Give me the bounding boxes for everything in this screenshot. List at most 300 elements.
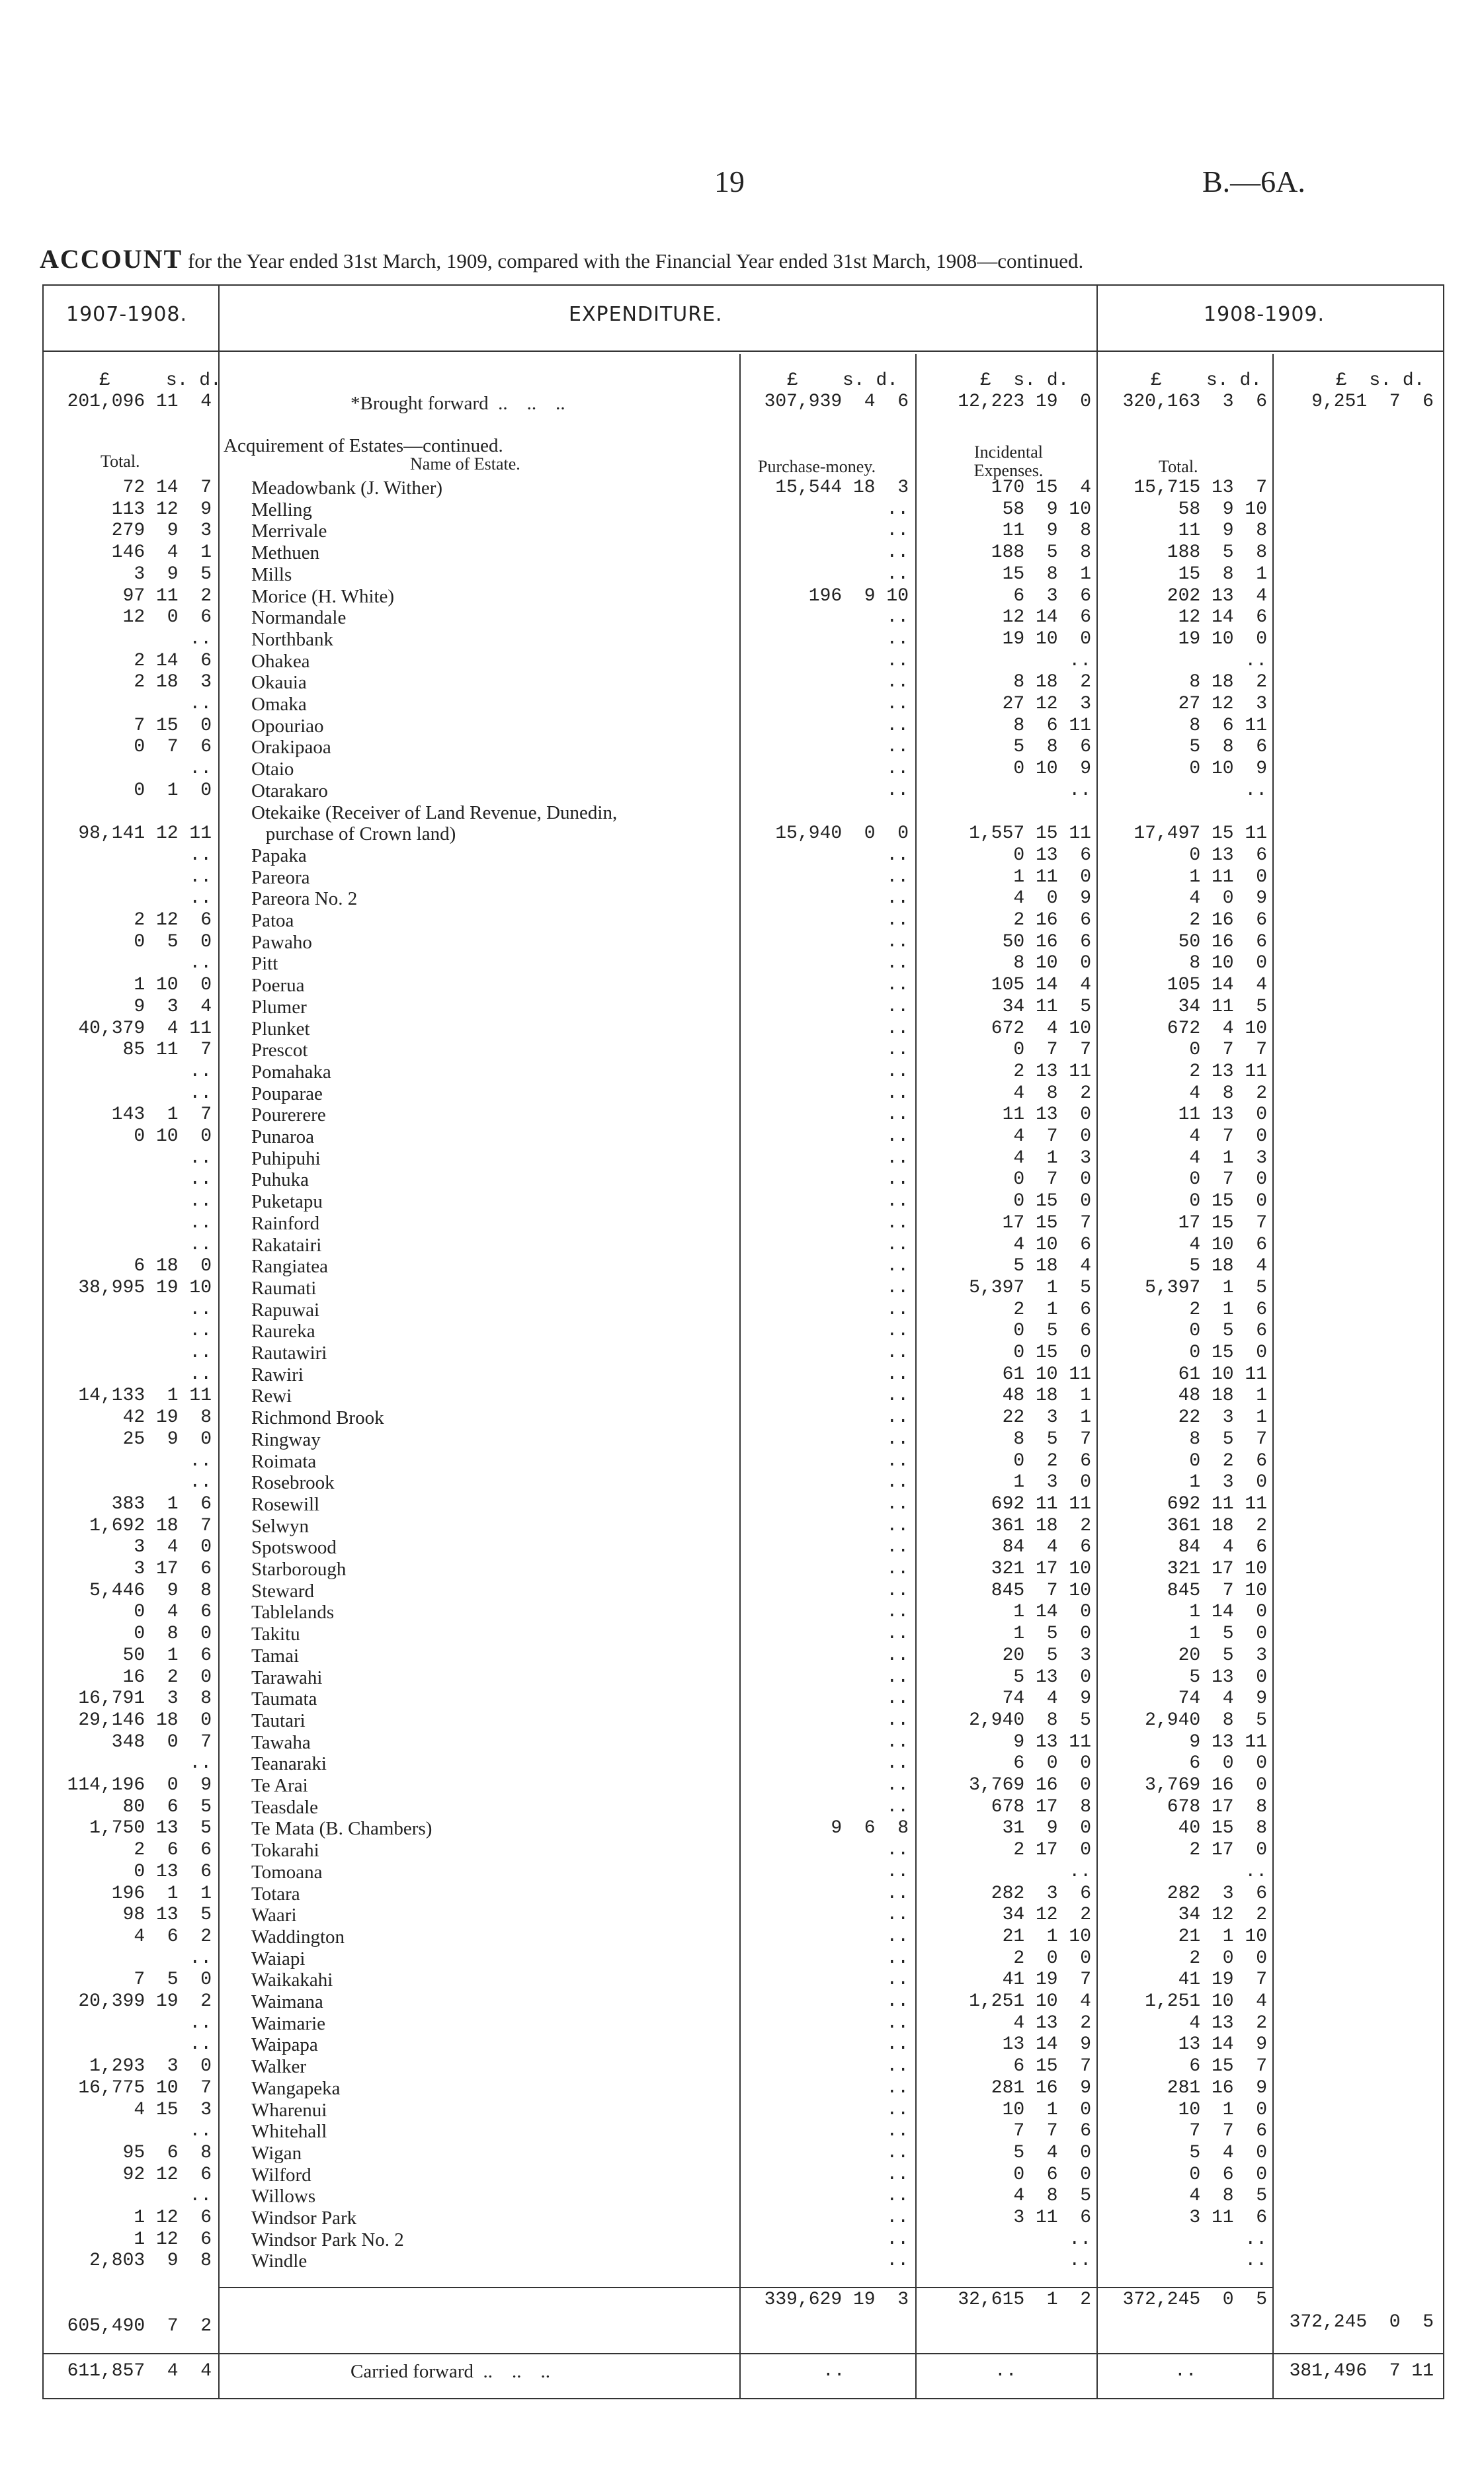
row-purchase: .. xyxy=(886,1169,909,1190)
row-incidental: 19 10 0 xyxy=(1002,629,1091,649)
row-c1907: 7 5 0 xyxy=(134,1969,212,1990)
row-total: 0 7 0 xyxy=(1189,1169,1267,1190)
row-purchase: .. xyxy=(886,932,909,952)
row-total: 4 13 2 xyxy=(1189,2013,1267,2034)
row-incidental: 1 14 0 xyxy=(1013,1602,1091,1622)
row-estate-name: Rewi xyxy=(251,1385,292,1407)
row-purchase: .. xyxy=(886,1364,909,1385)
units-incidental: £ s. d. xyxy=(980,370,1069,391)
row-total: 0 6 0 xyxy=(1189,2165,1267,2185)
row-purchase: .. xyxy=(886,1494,909,1514)
row-total: 19 10 0 xyxy=(1178,629,1267,649)
row-c1907: 12 0 6 xyxy=(122,607,212,628)
row-estate-name: Totara xyxy=(251,1883,300,1905)
row-incidental: 11 9 8 xyxy=(1002,520,1091,541)
bf-incidental: 12,223 19 0 xyxy=(958,392,1091,412)
row-c1907: .. xyxy=(189,1191,212,1212)
row-incidental: 7 7 6 xyxy=(1013,2121,1091,2141)
row-incidental: 6 3 6 xyxy=(1013,586,1091,606)
bf-label: *Brought forward .. .. .. xyxy=(350,393,565,414)
row-c1907: 38,995 19 10 xyxy=(78,1278,212,1298)
row-purchase: .. xyxy=(886,1537,909,1557)
sum-extra: 372,245 0 5 xyxy=(1289,2312,1434,2332)
row-estate-name: Whitehall xyxy=(251,2121,327,2142)
row-total: .. xyxy=(1245,651,1267,671)
row-c1907: 0 1 0 xyxy=(134,780,212,801)
row-purchase: .. xyxy=(886,694,909,714)
rule-totals-top xyxy=(218,2287,1272,2288)
row-incidental: 282 3 6 xyxy=(991,1883,1091,1904)
row-c1907: 0 5 0 xyxy=(134,932,212,952)
units-total: £ s. d. xyxy=(1151,370,1262,391)
cf-extra: 381,496 7 11 xyxy=(1289,2361,1434,2381)
row-total: 4 7 0 xyxy=(1189,1126,1267,1147)
row-estate-name: Ringway xyxy=(251,1429,321,1450)
row-incidental: 1 3 0 xyxy=(1013,1472,1091,1493)
row-purchase: .. xyxy=(886,2121,909,2141)
row-c1907: 4 15 3 xyxy=(134,2100,212,2120)
cf-1907: 611,857 4 4 xyxy=(67,2361,212,2381)
sum-1907: 605,490 7 2 xyxy=(67,2316,212,2336)
row-purchase: .. xyxy=(886,1559,909,1579)
row-incidental: 12 14 6 xyxy=(1002,607,1091,628)
row-c1907: 3 17 6 xyxy=(134,1559,212,1579)
row-c1907: .. xyxy=(189,1364,212,1385)
row-purchase: .. xyxy=(886,629,909,649)
row-total: 0 10 9 xyxy=(1189,759,1267,779)
row-purchase: .. xyxy=(886,1732,909,1753)
row-c1907: 5,446 9 8 xyxy=(89,1581,212,1601)
row-estate-name: Morice (H. White) xyxy=(251,586,395,607)
row-total: .. xyxy=(1245,2250,1267,2271)
row-estate-name: Spotswood xyxy=(251,1537,337,1558)
row-c1907: .. xyxy=(189,953,212,973)
row-c1907: 348 0 7 xyxy=(111,1732,212,1753)
row-total: 12 14 6 xyxy=(1178,607,1267,628)
row-purchase: .. xyxy=(886,1775,909,1795)
row-total: 3,769 16 0 xyxy=(1145,1775,1267,1795)
row-estate-name: Pourerere xyxy=(251,1104,326,1126)
row-estate-name: Opouriao xyxy=(251,716,324,737)
row-c1907: 0 10 0 xyxy=(134,1126,212,1147)
row-c1907: 16,791 3 8 xyxy=(78,1688,212,1709)
row-total: 5,397 1 5 xyxy=(1145,1278,1267,1298)
row-estate-name: Tautari xyxy=(251,1710,306,1731)
row-incidental: 105 14 4 xyxy=(991,975,1091,995)
row-estate-name: Rakatairi xyxy=(251,1235,322,1256)
sum-incidental: 32,615 1 2 xyxy=(958,2290,1091,2310)
row-c1907: .. xyxy=(189,2034,212,2055)
row-incidental: 188 5 8 xyxy=(991,542,1091,563)
row-estate-name: Pomahaka xyxy=(251,1061,331,1083)
row-total: 8 6 11 xyxy=(1189,716,1267,736)
row-purchase: .. xyxy=(886,1969,909,1990)
row-c1907: 279 9 3 xyxy=(111,520,212,541)
row-purchase: .. xyxy=(886,1040,909,1060)
header-1907: 1907-1908. xyxy=(66,303,188,326)
row-incidental: .. xyxy=(1069,2250,1091,2271)
row-c1907: 114,196 0 9 xyxy=(67,1775,212,1795)
row-estate-name: Tablelands xyxy=(251,1602,335,1623)
row-total: 2,940 8 5 xyxy=(1145,1710,1267,1731)
row-purchase: .. xyxy=(886,845,909,866)
row-c1907: 25 9 0 xyxy=(122,1429,212,1450)
row-incidental: 8 18 2 xyxy=(1013,672,1091,692)
row-c1907: .. xyxy=(189,2186,212,2206)
row-c1907: 98,141 12 11 xyxy=(78,823,212,844)
row-total: 74 4 9 xyxy=(1178,1688,1267,1709)
row-estate-name: Puhuka xyxy=(251,1169,309,1190)
row-c1907: .. xyxy=(189,1948,212,1969)
row-c1907: 98 13 5 xyxy=(122,1905,212,1925)
row-c1907: 72 14 7 xyxy=(122,477,212,498)
row-estate-name: Pouparae xyxy=(251,1083,323,1104)
row-purchase: .. xyxy=(886,1451,909,1471)
row-c1907: .. xyxy=(189,1342,212,1363)
row-c1907: 1,692 18 7 xyxy=(89,1516,212,1536)
row-purchase: .. xyxy=(886,975,909,995)
row-estate-name: Tawaha xyxy=(251,1732,311,1753)
row-estate-name: Wangapeka xyxy=(251,2078,341,2099)
row-c1907: 9 3 4 xyxy=(134,997,212,1017)
row-incidental: 84 4 6 xyxy=(1002,1537,1091,1557)
row-purchase: .. xyxy=(886,2229,909,2250)
row-incidental: 15 8 1 xyxy=(1002,564,1091,585)
row-incidental: 0 2 6 xyxy=(1013,1451,1091,1471)
row-incidental: 692 11 11 xyxy=(991,1494,1091,1514)
sub-total-1907: Total. xyxy=(101,452,140,471)
sub-incidental: Incidental Expenses. xyxy=(973,442,1044,480)
row-incidental: 8 6 11 xyxy=(1013,716,1091,736)
row-estate-name: Starborough xyxy=(251,1559,347,1580)
row-total: 4 8 5 xyxy=(1189,2186,1267,2206)
unit-pence: d. xyxy=(199,370,222,391)
row-total: 15 8 1 xyxy=(1178,564,1267,585)
row-c1907: 40,379 4 11 xyxy=(78,1018,212,1039)
row-incidental: 27 12 3 xyxy=(1002,694,1091,714)
row-purchase: .. xyxy=(886,1278,909,1298)
row-c1907: .. xyxy=(189,1148,212,1169)
row-incidental: 8 10 0 xyxy=(1013,953,1091,973)
row-incidental: 21 1 10 xyxy=(1002,1926,1091,1947)
row-c1907: 383 1 6 xyxy=(111,1494,212,1514)
row-c1907: 95 6 8 xyxy=(122,2143,212,2163)
units-extra: £ s. d. xyxy=(1336,370,1425,391)
row-purchase: .. xyxy=(886,2100,909,2120)
row-c1907: 1 12 6 xyxy=(134,2208,212,2228)
row-estate-name: Prescot xyxy=(251,1040,308,1061)
row-c1907: 4 6 2 xyxy=(134,1926,212,1947)
row-incidental: 3,769 16 0 xyxy=(969,1775,1091,1795)
row-purchase: .. xyxy=(886,1862,909,1882)
row-total: 0 7 7 xyxy=(1189,1040,1267,1060)
rule-extra-left xyxy=(1272,354,1274,2399)
row-purchase: .. xyxy=(886,2078,909,2098)
row-incidental: 0 6 0 xyxy=(1013,2165,1091,2185)
row-c1907: 0 8 0 xyxy=(134,1624,212,1644)
bf-1907: 201,096 11 4 xyxy=(67,392,212,412)
row-purchase: .. xyxy=(886,2143,909,2163)
row-c1907: .. xyxy=(189,867,212,887)
row-c1907: .. xyxy=(189,888,212,909)
row-incidental: 1 5 0 xyxy=(1013,1624,1091,1644)
row-purchase: .. xyxy=(886,2186,909,2206)
row-incidental: 0 13 6 xyxy=(1013,845,1091,866)
row-incidental: 8 5 7 xyxy=(1013,1429,1091,1450)
row-estate-name: Ohakea xyxy=(251,651,310,672)
row-purchase: .. xyxy=(886,716,909,736)
row-total: 5 8 6 xyxy=(1189,737,1267,757)
row-incidental: 0 15 0 xyxy=(1013,1342,1091,1363)
row-total: 10 1 0 xyxy=(1178,2100,1267,2120)
row-purchase: .. xyxy=(886,1991,909,2012)
row-estate-name: Otaio xyxy=(251,759,294,780)
row-incidental: .. xyxy=(1069,2229,1091,2250)
row-total: 9 13 11 xyxy=(1189,1732,1267,1753)
row-total: 361 18 2 xyxy=(1167,1516,1267,1536)
row-incidental: 34 12 2 xyxy=(1002,1905,1091,1925)
page-number: 19 xyxy=(714,165,745,198)
units-1907 xyxy=(99,370,222,392)
row-total: 678 17 8 xyxy=(1167,1797,1267,1817)
row-c1907: 50 1 6 xyxy=(122,1645,212,1666)
row-estate-name: Otarakaro xyxy=(251,780,328,802)
row-estate-name: Richmond Brook xyxy=(251,1407,384,1428)
row-total: 7 7 6 xyxy=(1189,2121,1267,2141)
row-c1907: 0 13 6 xyxy=(134,1862,212,1882)
row-c1907: .. xyxy=(189,845,212,866)
row-estate-name: Roimata xyxy=(251,1451,317,1472)
row-estate-name: Tarawahi xyxy=(251,1667,323,1688)
row-c1907: 143 1 7 xyxy=(111,1104,212,1125)
row-c1907: .. xyxy=(189,759,212,779)
sum-total: 372,245 0 5 xyxy=(1122,2290,1267,2310)
row-c1907: 7 15 0 xyxy=(134,716,212,736)
row-c1907: 1 12 6 xyxy=(134,2229,212,2250)
row-estate-name: Patoa xyxy=(251,910,294,931)
row-purchase: .. xyxy=(886,1602,909,1622)
row-c1907: 0 4 6 xyxy=(134,1602,212,1622)
row-estate-name: Rosewill xyxy=(251,1494,320,1515)
row-incidental: 5 4 0 xyxy=(1013,2143,1091,2163)
row-purchase: 9 6 8 xyxy=(831,1818,909,1838)
row-purchase: 15,544 18 3 xyxy=(775,477,909,498)
row-incidental: 0 7 7 xyxy=(1013,1040,1091,1060)
row-purchase: .. xyxy=(886,1083,909,1104)
row-estate-name: Methuen xyxy=(251,542,320,563)
row-purchase: .. xyxy=(886,1407,909,1428)
row-total: 1 14 0 xyxy=(1189,1602,1267,1622)
row-c1907: 2 18 3 xyxy=(134,672,212,692)
row-purchase: .. xyxy=(886,520,909,541)
row-incidental: 58 9 10 xyxy=(1002,499,1091,520)
row-total: 40 15 8 xyxy=(1178,1818,1267,1838)
row-incidental: 11 13 0 xyxy=(1002,1104,1091,1125)
row-total: 0 2 6 xyxy=(1189,1451,1267,1471)
row-total: 50 16 6 xyxy=(1178,932,1267,952)
row-total: 21 1 10 xyxy=(1178,1926,1267,1947)
bf-total: 320,163 3 6 xyxy=(1122,392,1267,412)
row-total: .. xyxy=(1245,2229,1267,2250)
rule-total-left xyxy=(1096,284,1098,2399)
row-incidental: .. xyxy=(1069,780,1091,801)
row-purchase: .. xyxy=(886,2034,909,2055)
row-total: 8 10 0 xyxy=(1189,953,1267,973)
row-estate-name: Windsor Park No. 2 xyxy=(251,2229,404,2250)
row-incidental: .. xyxy=(1069,651,1091,671)
cf-purchase: .. xyxy=(823,2361,845,2381)
row-total: 11 9 8 xyxy=(1178,520,1267,541)
row-incidental: 281 16 9 xyxy=(991,2078,1091,2098)
row-incidental: 10 1 0 xyxy=(1002,2100,1091,2120)
row-estate-name: Pitt xyxy=(251,953,278,974)
row-total: 0 13 6 xyxy=(1189,845,1267,866)
row-purchase: .. xyxy=(886,2056,909,2077)
row-c1907: .. xyxy=(189,1451,212,1471)
row-purchase: .. xyxy=(886,1126,909,1147)
row-purchase: .. xyxy=(886,1385,909,1406)
row-estate-name: Okauia xyxy=(251,672,307,693)
row-total: 2 0 0 xyxy=(1189,1948,1267,1969)
row-purchase: .. xyxy=(886,1840,909,1860)
row-c1907: 29,146 18 0 xyxy=(78,1710,212,1731)
row-c1907: 16 2 0 xyxy=(122,1667,212,1688)
row-c1907: .. xyxy=(189,1753,212,1774)
row-total: 845 7 10 xyxy=(1167,1581,1267,1601)
row-estate-name: Pareora xyxy=(251,867,310,888)
row-incidental: 4 8 2 xyxy=(1013,1083,1091,1104)
row-estate-name: purchase of Crown land) xyxy=(251,823,456,845)
row-purchase: .. xyxy=(886,1321,909,1341)
account-heading-bold: ACCOUNT xyxy=(40,244,183,274)
row-purchase: .. xyxy=(886,780,909,801)
row-c1907: 1,750 13 5 xyxy=(89,1818,212,1838)
row-incidental: 5 13 0 xyxy=(1013,1667,1091,1688)
row-purchase: .. xyxy=(886,2013,909,2034)
row-incidental: 2,940 8 5 xyxy=(969,1710,1091,1731)
row-total: 4 10 6 xyxy=(1189,1235,1267,1255)
bf-extra: 9,251 7 6 xyxy=(1311,392,1434,412)
row-purchase: .. xyxy=(886,499,909,520)
row-incidental: 1 11 0 xyxy=(1013,867,1091,887)
row-purchase: .. xyxy=(886,1667,909,1688)
row-estate-name: Teanaraki xyxy=(251,1753,327,1774)
row-c1907: 2 12 6 xyxy=(134,910,212,930)
rule-purchase-left xyxy=(739,354,741,2399)
row-total: 3 11 6 xyxy=(1189,2208,1267,2228)
row-estate-name: Otekaike (Receiver of Land Revenue, Dunedin, xyxy=(251,802,618,823)
row-total: 84 4 6 xyxy=(1178,1537,1267,1557)
row-purchase: .. xyxy=(886,1472,909,1493)
row-c1907: .. xyxy=(189,1213,212,1233)
row-incidental: 6 15 7 xyxy=(1013,2056,1091,2077)
row-purchase: .. xyxy=(886,1342,909,1363)
section-title: Acquirement of Estates—continued. xyxy=(224,435,503,456)
row-incidental: 2 17 0 xyxy=(1013,1840,1091,1860)
row-estate-name: Pawaho xyxy=(251,932,312,953)
row-incidental: 17 15 7 xyxy=(1002,1213,1091,1233)
row-total: 692 11 11 xyxy=(1167,1494,1267,1514)
row-estate-name: Tamai xyxy=(251,1645,300,1667)
row-c1907: 20,399 19 2 xyxy=(78,1991,212,2012)
row-estate-name: Waikakahi xyxy=(251,1969,333,1991)
row-estate-name: Walker xyxy=(251,2056,307,2077)
cf-total: .. xyxy=(1175,2361,1197,2381)
row-incidental: .. xyxy=(1069,1862,1091,1882)
row-incidental: 31 9 0 xyxy=(1002,1818,1091,1838)
row-c1907: 16,775 10 7 xyxy=(78,2078,212,2098)
row-estate-name: Plunket xyxy=(251,1018,310,1040)
row-total: 11 13 0 xyxy=(1178,1104,1267,1125)
row-purchase: .. xyxy=(886,1688,909,1709)
row-total: 4 0 9 xyxy=(1189,888,1267,909)
row-total: 672 4 10 xyxy=(1167,1018,1267,1039)
row-incidental: 50 16 6 xyxy=(1002,932,1091,952)
row-incidental: 4 8 5 xyxy=(1013,2186,1091,2206)
row-total: 2 16 6 xyxy=(1189,910,1267,930)
row-estate-name: Pareora No. 2 xyxy=(251,888,358,909)
row-total: 6 0 0 xyxy=(1189,1753,1267,1774)
row-purchase: .. xyxy=(886,564,909,585)
row-c1907: .. xyxy=(189,1300,212,1320)
row-incidental: 5,397 1 5 xyxy=(969,1278,1091,1298)
row-purchase: .. xyxy=(886,1191,909,1212)
row-estate-name: Normandale xyxy=(251,607,347,628)
row-estate-name: Willows xyxy=(251,2186,316,2207)
row-c1907: 1 10 0 xyxy=(134,975,212,995)
row-estate-name: Waimarie xyxy=(251,2013,325,2034)
row-purchase: .. xyxy=(886,953,909,973)
row-estate-name: Takitu xyxy=(251,1624,300,1645)
row-incidental: 6 0 0 xyxy=(1013,1753,1091,1774)
row-purchase: .. xyxy=(886,1710,909,1731)
row-incidental: 9 13 11 xyxy=(1013,1732,1091,1753)
row-estate-name: Windsor Park xyxy=(251,2208,357,2229)
row-c1907: .. xyxy=(189,629,212,649)
row-total: 281 16 9 xyxy=(1167,2078,1267,2098)
row-estate-name: Wharenui xyxy=(251,2100,327,2121)
row-purchase: .. xyxy=(886,997,909,1017)
row-purchase: .. xyxy=(886,1753,909,1774)
row-total: 1 11 0 xyxy=(1189,867,1267,887)
row-incidental: 74 4 9 xyxy=(1002,1688,1091,1709)
row-incidental: 845 7 10 xyxy=(991,1581,1091,1601)
row-incidental: 0 5 6 xyxy=(1013,1321,1091,1341)
row-estate-name: Northbank xyxy=(251,629,334,650)
row-estate-name: Rawiri xyxy=(251,1364,304,1385)
row-estate-name: Te Mata (B. Chambers) xyxy=(251,1818,433,1839)
row-c1907: 196 1 1 xyxy=(111,1883,212,1904)
document-code: B.—6A. xyxy=(1202,165,1305,198)
row-purchase: .. xyxy=(886,759,909,779)
row-estate-name: Wilford xyxy=(251,2165,311,2186)
row-estate-name: Te Arai xyxy=(251,1775,308,1796)
bf-purchase: 307,939 4 6 xyxy=(764,392,909,412)
row-purchase: .. xyxy=(886,1645,909,1666)
row-incidental: 48 18 1 xyxy=(1002,1385,1091,1406)
row-estate-name: Raumati xyxy=(251,1278,317,1299)
row-total: 17 15 7 xyxy=(1178,1213,1267,1233)
row-purchase: .. xyxy=(886,1061,909,1082)
row-purchase: .. xyxy=(886,1516,909,1536)
row-estate-name: Melling xyxy=(251,499,312,520)
row-c1907: .. xyxy=(189,1472,212,1493)
row-estate-name: Taumata xyxy=(251,1688,317,1710)
rule-header-bottom xyxy=(42,351,1444,352)
row-purchase: .. xyxy=(886,1104,909,1125)
row-c1907: .. xyxy=(189,1083,212,1104)
row-purchase: .. xyxy=(886,1429,909,1450)
